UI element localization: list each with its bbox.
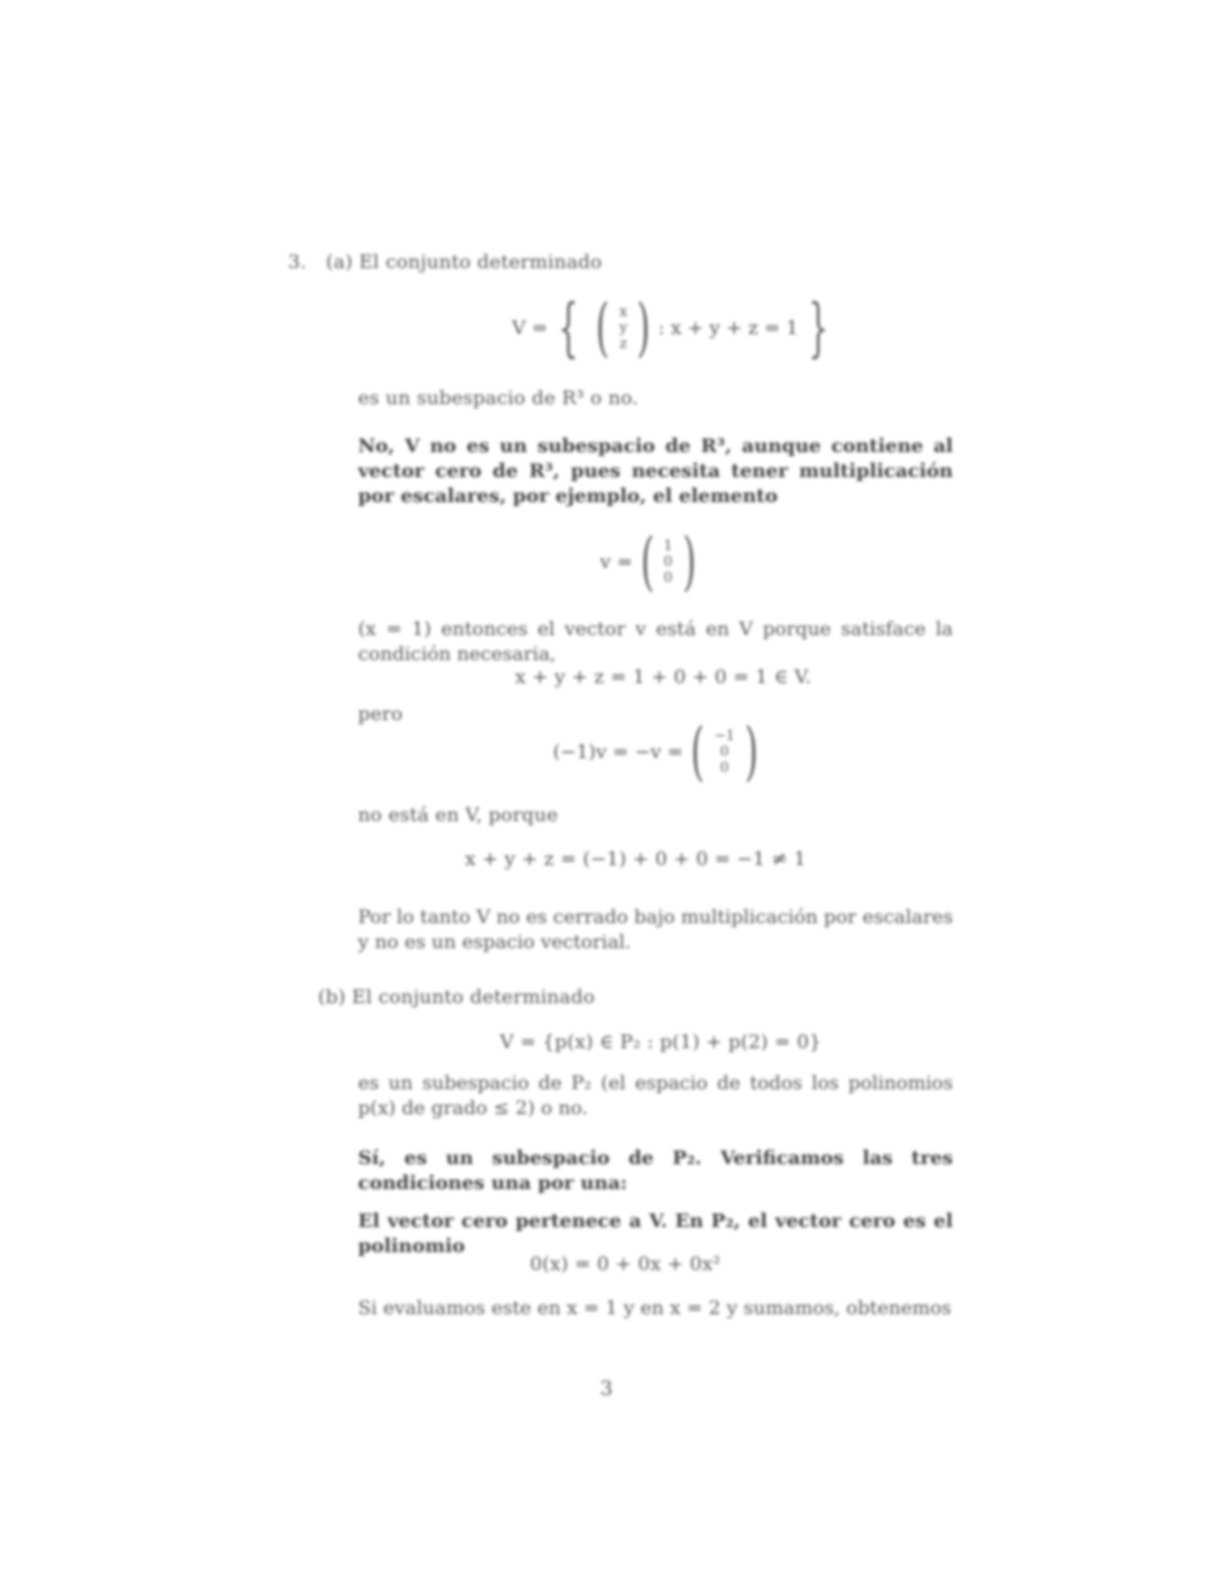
set-condition: : x + y + z = 1 (658, 317, 799, 339)
item-a-conclusion: Por lo tanto V no es cerrado bajo multiplicación por escalares y no es un espacio vectorial. (358, 906, 953, 953)
item-b-first-condition: El vector cero pertenece a V. En P₂, el vector cero es el polinomio (358, 1210, 953, 1257)
set-definition-a: V = { ( x y z ) : x + y + z = 1 } (512, 291, 829, 365)
item-a-statement: (a) El conjunto determinado (326, 251, 603, 273)
zero-polynomial: 0(x) = 0 + 0x + 0x² (530, 1253, 721, 1275)
not-in-equation: x + y + z = (−1) + 0 + 0 = −1 ≠ 1 (465, 848, 807, 870)
set-definition-b: V = {p(x) ∈ P₂ : p(1) + p(2) = 0} (500, 1031, 822, 1053)
scaled-vector: (−1)v = −v = ( −1 0 0 ) (553, 715, 759, 789)
item-b-last: Si evaluamos este en x = 1 y en x = 2 y sumamos, obtenemos (358, 1297, 952, 1319)
pero-text: pero (358, 703, 403, 725)
item-a-trailing: es un subespacio de R³ o no. (358, 387, 639, 409)
item-number: 3. (288, 251, 307, 273)
item-a-after-vector: (x = 1) entonces el vector v está en V porque satisface la condición necesaria, (358, 618, 953, 665)
set-lhs: V = (512, 317, 548, 339)
item-a-answer: No, V no es un subespacio de R³, aunque contiene al vector cero de R³, pues necesita tener multiplicación por escalares, por ejemplo, el elemento (358, 435, 953, 507)
vector-v: v = ( 1 0 0 ) (600, 525, 696, 599)
item-b-answer: Sí, es un subespacio de P₂. Verificamos las tres condiciones una por una: (358, 1147, 953, 1194)
left-brace: { (557, 291, 579, 365)
set-vector: x y z (619, 304, 628, 352)
condition-equation: x + y + z = 1 + 0 + 0 = 1 ∈ V. (515, 666, 812, 688)
item-b-trailing: es un subespacio de P₂ (el espacio de todos los polinomios p(x) de grado ≤ 2) o no. (358, 1072, 953, 1119)
right-brace: } (808, 291, 829, 365)
item-b-statement: (b) El conjunto determinado (318, 986, 595, 1008)
page-number: 3 (600, 1376, 613, 1400)
not-in-text: no está en V, porque (358, 804, 559, 826)
